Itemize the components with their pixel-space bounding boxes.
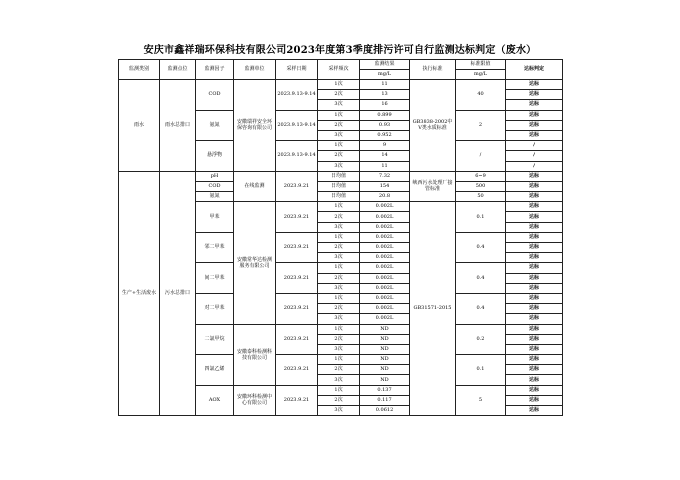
limit-cell: 5 [456,385,506,416]
standard-cell: 峡西污水处理厂接管标准 [410,171,456,202]
factor-cell: AOX [196,385,234,416]
factor-cell: 邻二甲苯 [196,232,234,263]
freq-cell: 3次 [318,314,360,324]
date-cell: 2023.9.21 [276,263,318,294]
factor-cell: 悬浮物 [196,141,234,172]
judgement-cell: 达标 [506,222,563,232]
freq-cell: 2次 [318,273,360,283]
date-cell: 2023.9.13-9.14 [276,141,318,172]
result-cell: 16 [360,100,410,110]
unit-cell: 在线监测 [234,171,276,202]
result-cell: 154 [360,181,410,191]
judgement-cell: 达标 [506,283,563,293]
judgement-cell: 达标 [506,192,563,202]
page-title: 安庆市鑫祥瑞环保科技有限公司2023年度第3季度排污许可自行监测达标判定（废水） [143,45,537,56]
judgement-cell: 达标 [506,375,563,385]
result-cell: 0.002L [360,314,410,324]
freq-cell: 3次 [318,344,360,354]
judgement-cell: 达标 [506,181,563,191]
freq-cell: 3次 [318,283,360,293]
judgement-cell: 达标 [506,395,563,405]
judgement-cell: 达标 [506,232,563,242]
date-cell: 2023.9.21 [276,293,318,324]
header-point: 监测点位 [160,60,196,80]
freq-cell: 日均值 [318,171,360,181]
header-date: 采样日期 [276,60,318,80]
freq-cell: 3次 [318,161,360,171]
factor-cell: 氨氮 [196,110,234,141]
result-cell: 13 [360,90,410,100]
limit-cell: 0.1 [456,202,506,233]
factor-cell: 对二甲苯 [196,293,234,324]
judgement-cell: 达标 [506,324,563,334]
freq-cell: 2次 [318,151,360,161]
judgement-cell: 达标 [506,314,563,324]
result-cell: ND [360,365,410,375]
judgement-cell: 达标 [506,273,563,283]
date-cell: 2023.9.13-9.14 [276,110,318,141]
result-cell: ND [360,334,410,344]
limit-cell: 40 [456,80,506,111]
unit-cell: 安徽泰科检测科技有限公司 [234,324,276,385]
category-cell: 生产+生活废水 [119,171,160,416]
header-factor: 监测因子 [196,60,234,80]
result-cell: 0.952 [360,130,410,140]
result-cell: ND [360,375,410,385]
point-cell: 污水总排口 [160,171,196,416]
header-result-unit: mg/L [360,70,410,80]
result-cell: 0.002L [360,202,410,212]
freq-cell: 1次 [318,110,360,120]
header-unit: 监测单位 [234,60,276,80]
limit-cell: 500 [456,181,506,191]
freq-cell: 3次 [318,222,360,232]
freq-cell: 1次 [318,385,360,395]
header-result: 监测结果 [360,60,410,70]
limit-cell: 2 [456,110,506,141]
freq-cell: 1次 [318,324,360,334]
freq-cell: 3次 [318,406,360,416]
judgement-cell: 达标 [506,344,563,354]
result-cell: 0.002L [360,283,410,293]
judgement-cell: 达标 [506,130,563,140]
date-cell: 2023.9.21 [276,385,318,416]
result-cell: 0.002L [360,232,410,242]
header-limit-unit: mg/L [456,70,506,80]
freq-cell: 3次 [318,375,360,385]
header-category: 监测类别 [119,60,160,80]
freq-cell: 2次 [318,120,360,130]
freq-cell: 3次 [318,130,360,140]
judgement-cell: / [506,151,563,161]
judgement-cell: 达标 [506,80,563,90]
freq-cell: 2次 [318,395,360,405]
result-cell: 0.137 [360,385,410,395]
freq-cell: 2次 [318,212,360,222]
result-cell: ND [360,324,410,334]
factor-cell: COD [196,181,234,191]
judgement-cell: 达标 [506,202,563,212]
date-cell: 2023.9.21 [276,324,318,355]
result-cell: 0.93 [360,120,410,130]
judgement-cell: 达标 [506,365,563,375]
freq-cell: 1次 [318,293,360,303]
judgement-cell: / [506,141,563,151]
result-cell: 0.117 [360,395,410,405]
result-cell: ND [360,355,410,365]
monitoring-table [118,59,563,416]
result-cell: 0.002L [360,293,410,303]
table-row [119,171,563,181]
result-cell: 0.002L [360,263,410,273]
factor-cell: 甲苯 [196,202,234,233]
date-cell: 2023.9.21 [276,232,318,263]
judgement-cell: 达标 [506,334,563,344]
freq-cell: 1次 [318,355,360,365]
table-header [119,60,563,80]
result-cell: 0.0612 [360,406,410,416]
judgement-cell: 达标 [506,304,563,314]
freq-cell: 1次 [318,232,360,242]
table-row [119,80,563,90]
result-cell: ND [360,344,410,354]
factor-cell: 间二甲苯 [196,263,234,294]
limit-cell: 0.4 [456,293,506,324]
freq-cell: 1次 [318,263,360,273]
limit-cell: 0.2 [456,324,506,355]
freq-cell: 1次 [318,141,360,151]
judgement-cell: / [506,161,563,171]
freq-cell: 1次 [318,202,360,212]
factor-cell: 四氯乙烯 [196,355,234,386]
limit-cell: 0.1 [456,355,506,386]
date-cell: 2023.9.21 [276,202,318,233]
freq-cell: 日均值 [318,192,360,202]
result-cell: 0.899 [360,110,410,120]
result-cell: 0.002L [360,304,410,314]
category-cell: 雨水 [119,80,160,172]
judgement-cell: 达标 [506,212,563,222]
freq-cell: 3次 [318,100,360,110]
judgement-cell: 达标 [506,385,563,395]
judgement-cell: 达标 [506,90,563,100]
date-cell: 2023.9.13-9.14 [276,80,318,111]
header-limit: 标准限值 [456,60,506,70]
point-cell: 雨水总排口 [160,80,196,172]
standard-cell: GB31571-2015 [410,202,456,416]
header-standard: 执行标准 [410,60,456,80]
factor-cell: 氨氮 [196,192,234,202]
result-cell: 0.002L [360,243,410,253]
result-cell: 14 [360,151,410,161]
freq-cell: 2次 [318,365,360,375]
limit-cell: 0.4 [456,232,506,263]
freq-cell: 2次 [318,334,360,344]
limit-cell: 6~9 [456,171,506,181]
judgement-cell: 达标 [506,120,563,130]
freq-cell: 日均值 [318,181,360,191]
freq-cell: 2次 [318,90,360,100]
judgement-cell: 达标 [506,171,563,181]
result-cell: 9 [360,141,410,151]
table-body [119,80,563,416]
freq-cell: 2次 [318,243,360,253]
standard-cell: GB3838-2002中Ⅴ类水质标准 [410,80,456,172]
date-cell: 2023.9.21 [276,171,318,202]
judgement-cell: 达标 [506,253,563,263]
unit-cell: 安徽瑞祥安全环保咨询有限公司 [234,80,276,172]
result-cell: 0.002L [360,222,410,232]
factor-cell: 二氯甲烷 [196,324,234,355]
header-freq: 采样频次 [318,60,360,80]
unit-cell: 安徽常华达检测服务有限公司 [234,202,276,324]
date-cell: 2023.9.21 [276,355,318,386]
result-cell: 11 [360,161,410,171]
header-judgement: 达标判定 [506,60,563,80]
result-cell: 0.002L [360,212,410,222]
judgement-cell: 达标 [506,243,563,253]
freq-cell: 3次 [318,253,360,263]
unit-cell: 安徽环科检测中心有限公司 [234,385,276,416]
judgement-cell: 达标 [506,110,563,120]
freq-cell: 2次 [318,304,360,314]
limit-cell: 0.4 [456,263,506,294]
result-cell: 0.002L [360,253,410,263]
limit-cell: 50 [456,192,506,202]
limit-cell: / [456,141,506,172]
judgement-cell: 达标 [506,263,563,273]
freq-cell: 1次 [318,80,360,90]
factor-cell: pH [196,171,234,181]
result-cell: 0.002L [360,273,410,283]
judgement-cell: 达标 [506,406,563,416]
judgement-cell: 达标 [506,100,563,110]
judgement-cell: 达标 [506,293,563,303]
result-cell: 20.8 [360,192,410,202]
judgement-cell: 达标 [506,355,563,365]
result-cell: 11 [360,80,410,90]
result-cell: 7.32 [360,171,410,181]
factor-cell: COD [196,80,234,111]
